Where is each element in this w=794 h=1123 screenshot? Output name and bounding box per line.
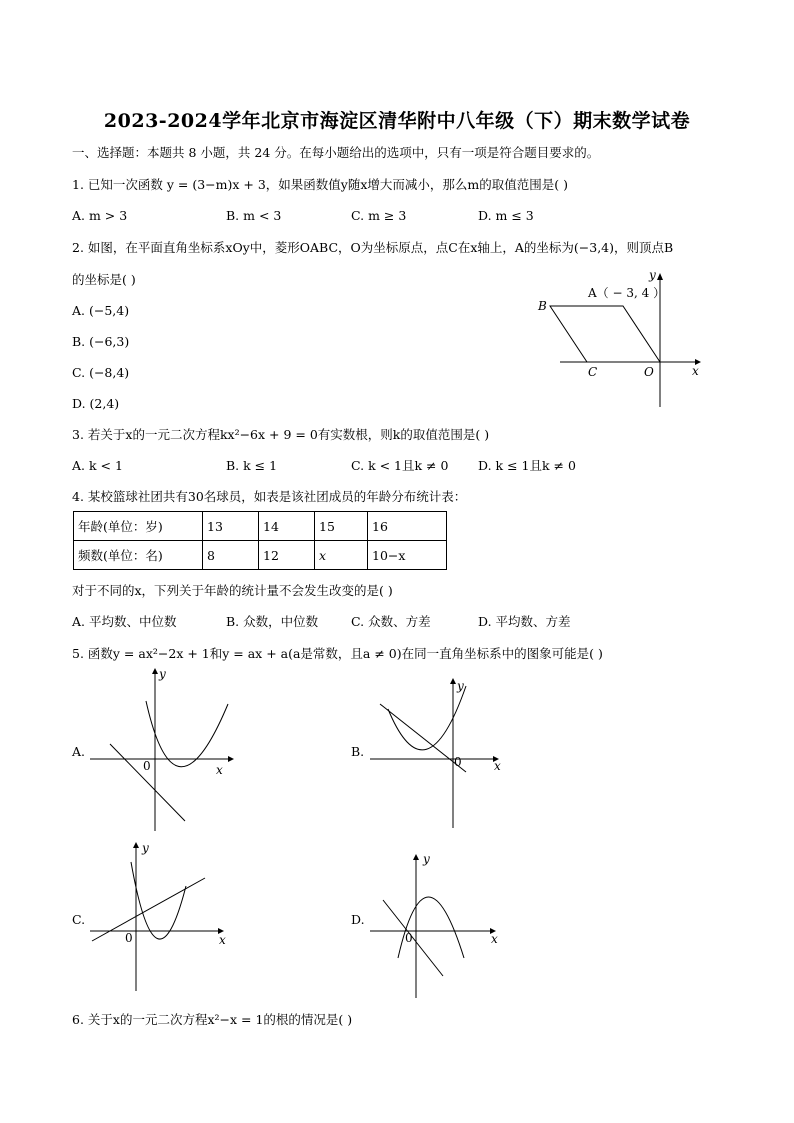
q1-option-b: B. m < 3 [226, 208, 282, 223]
question-4-follow: 对于不同的x，下列关于年龄的统计量不会发生改变的是( ) [72, 583, 393, 598]
table-cell: x [315, 541, 368, 570]
graph-c-label: C. [72, 912, 86, 927]
q2-option-a: A. (−5,4) [72, 303, 130, 318]
x-axis-arrow [228, 756, 234, 762]
question-1-stem: 1. 已知一次函数 y = (3−m)x + 3，如果函数值y随x增大而减小，那么m的取值范围是( ) [72, 177, 569, 192]
label-x-axis: x [692, 364, 699, 378]
label-x-axis: x [216, 763, 223, 777]
q4-option-b: B. 众数，中位数 [226, 614, 319, 629]
label-y-axis: y [159, 667, 166, 681]
label-x-axis: x [491, 932, 498, 946]
table-cell: 10−x [368, 541, 447, 570]
straight-line [92, 878, 205, 941]
age-distribution-table [73, 511, 447, 570]
table-cell: 8 [203, 541, 259, 570]
q3-option-b: B. k ≤ 1 [226, 458, 278, 473]
label-origin: 0 [125, 931, 133, 945]
table-cell: 频数(单位：名) [74, 541, 203, 570]
label-x-axis: x [494, 759, 501, 773]
q3-option-d: D. k ≤ 1且k ≠ 0 [478, 458, 576, 473]
page-title: 2023-2024学年北京市海淀区清华附中八年级（下）期末数学试卷 [103, 110, 691, 132]
label-point-b: B [538, 299, 547, 313]
graph-d-label: D. [351, 912, 365, 927]
y-axis-arrow [413, 854, 419, 860]
straight-line [110, 744, 185, 821]
table-cell: 年龄(单位：岁) [74, 512, 203, 541]
table-cell: 13 [203, 512, 259, 541]
parabola [398, 897, 464, 958]
q2-option-d: D. (2,4) [72, 396, 120, 411]
y-axis-arrow [450, 678, 456, 684]
graph-a [88, 666, 238, 836]
question-4-stem: 4. 某校篮球社团共有30名球员，如表是该社团成员的年龄分布统计表： [72, 489, 467, 504]
q3-option-a: A. k < 1 [72, 458, 123, 473]
label-y-axis: y [649, 268, 656, 282]
graph-a-label: A. [72, 744, 86, 759]
label-origin: 0 [405, 931, 413, 945]
parabola [146, 701, 228, 767]
q2-option-c: C. (−8,4) [72, 365, 130, 380]
question-2-stem-line2: 的坐标是( ) [72, 272, 136, 287]
graph-b-label: B. [351, 744, 365, 759]
table-cell: 14 [259, 512, 315, 541]
parabola [388, 686, 466, 750]
label-y-axis: y [457, 679, 464, 693]
y-axis-arrow [152, 668, 158, 674]
question-5-stem: 5. 函数y = ax²−2x + 1和y = ax + a(a是常数，且a ≠ 0)在同一直角坐标系中的图象可能是( ) [72, 646, 603, 661]
table-cell: 12 [259, 541, 315, 570]
q1-option-d: D. m ≤ 3 [478, 208, 534, 223]
table-cell: 16 [368, 512, 447, 541]
table-row [74, 512, 447, 541]
label-origin-o: O [644, 365, 654, 379]
rhombus-oabc [550, 306, 660, 362]
y-axis-arrow [657, 273, 663, 280]
graph-b [368, 676, 518, 836]
label-origin: 0 [143, 759, 151, 773]
q4-option-a: A. 平均数、中位数 [72, 614, 177, 629]
graph-c [88, 836, 238, 1001]
label-point-a: A（ − 3, 4 ） [588, 286, 666, 300]
parabola [131, 862, 186, 939]
label-x-axis: x [219, 933, 226, 947]
rhombus-figure [530, 262, 710, 412]
table-cell: 15 [315, 512, 368, 541]
q2-option-b: B. (−6,3) [72, 334, 130, 349]
question-6-stem: 6. 关于x的一元二次方程x²−x = 1的根的情况是( ) [72, 1012, 353, 1027]
label-y-axis: y [423, 852, 430, 866]
label-y-axis: y [142, 841, 149, 855]
q4-option-d: D. 平均数、方差 [478, 614, 571, 629]
q1-option-c: C. m ≥ 3 [351, 208, 407, 223]
graph-d [368, 848, 518, 1003]
question-2-stem-line1: 2. 如图，在平面直角坐标系xOy中，菱形OABC，O为坐标原点，点C在x轴上，A的坐标为(−3,4)，则顶点B [72, 240, 674, 255]
y-axis-arrow [133, 842, 139, 848]
label-point-c: C [588, 365, 598, 379]
section-heading: 一、选择题：本题共 8 小题，共 24 分。在每小题给出的选项中，只有一项是符合题目要求的。 [72, 145, 600, 160]
label-origin: 0 [454, 755, 462, 769]
q1-option-a: A. m > 3 [72, 208, 128, 223]
q3-option-c: C. k < 1且k ≠ 0 [351, 458, 449, 473]
table-row [74, 541, 447, 570]
q4-option-c: C. 众数、方差 [351, 614, 431, 629]
question-3-stem: 3. 若关于x的一元二次方程kx²−6x + 9 = 0有实数根，则k的取值范围是( ) [72, 427, 490, 442]
